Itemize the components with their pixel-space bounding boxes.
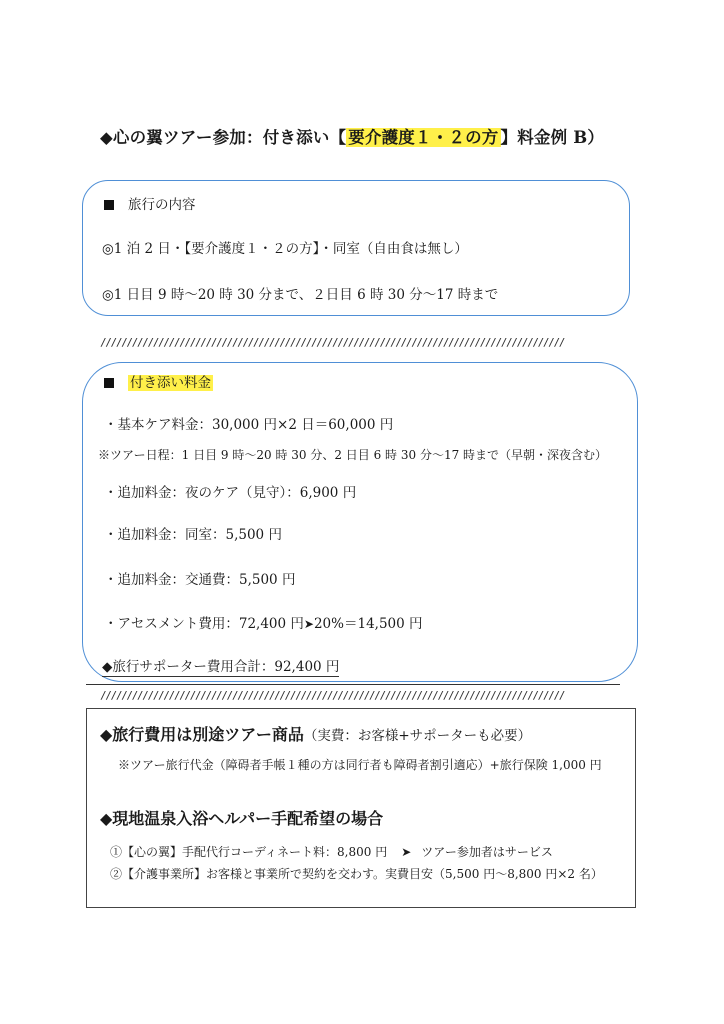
tour-content-line-1: ◎1 泊 2 日・【要介護度１・２の方】・同室（自由食は無し） — [102, 241, 468, 257]
fee-assessment: ・アセスメント費用：72,400 円➤20%＝14,500 円 — [104, 616, 423, 632]
fee-basic: ・基本ケア料金：30,000 円×2 日＝60,000 円 — [104, 417, 394, 433]
divider-slashes-top: //////////////////////////////////////////////////////////////////////////////////////// — [100, 336, 564, 349]
fee-extra-room: ・追加料金：同室：5,500 円 — [104, 527, 282, 543]
page-title — [100, 124, 604, 148]
divider-slashes-bottom: //////////////////////////////////////////////////////////////////////////////////////// — [100, 689, 564, 702]
fees-box — [82, 362, 638, 682]
fee-extra-transport: ・追加料金：交通費：5,500 円 — [104, 572, 296, 588]
fee-total: ◆旅行サポーター費用合計：92,400 円 — [102, 659, 340, 675]
onsen-helper-heading: ◆現地温泉入浴ヘルパー手配希望の場合 — [100, 809, 384, 828]
travel-cost-heading: ◆旅行費用は別途ツアー商品（実費：お客様+サポーターも必要） — [100, 725, 532, 744]
title-prefix: ◆心の翼ツアー参加：付き添い【 — [100, 128, 347, 147]
arrow-right-icon: ➤ — [303, 617, 314, 631]
onsen-item-2: ②【介護事業所】お客様と事業所で契約を交わす。実費目安（5,500 円〜8,800 円×2 名） — [110, 867, 603, 881]
title-highlight: 要介護度１・２の方 — [348, 128, 499, 147]
fee-extra-night: ・追加料金：夜のケア（見守）：6,900 円 — [104, 485, 357, 501]
fees-heading: 付き添い料金 — [104, 371, 213, 391]
arrow-right-icon: ➤ — [401, 845, 412, 859]
tour-content-heading: 旅行の内容 — [104, 193, 196, 213]
tour-content-line-2: ◎1 日目 9 時〜20 時 30 分まで、２日目 6 時 30 分〜17 時まで — [102, 287, 499, 303]
fee-schedule-note: ※ツアー日程：1 日目 9 時〜20 時 30 分、2 日目 6 時 30 分〜17 時まで（早朝・深夜含む） — [98, 448, 608, 462]
title-suffix: 】料金例 B） — [500, 128, 605, 147]
travel-cost-note: ※ツアー旅行代金（障碍者手帳１種の方は同行者も障碍者割引適応）+旅行保険 1,000 円 — [118, 758, 602, 772]
black-square-icon — [104, 378, 114, 388]
divider-line — [86, 684, 620, 685]
onsen-item-1: ①【心の翼】手配代行コーディネート料：8,800 円 ➤ ツアー参加者はサービス — [110, 845, 553, 859]
black-square-icon — [104, 200, 114, 210]
